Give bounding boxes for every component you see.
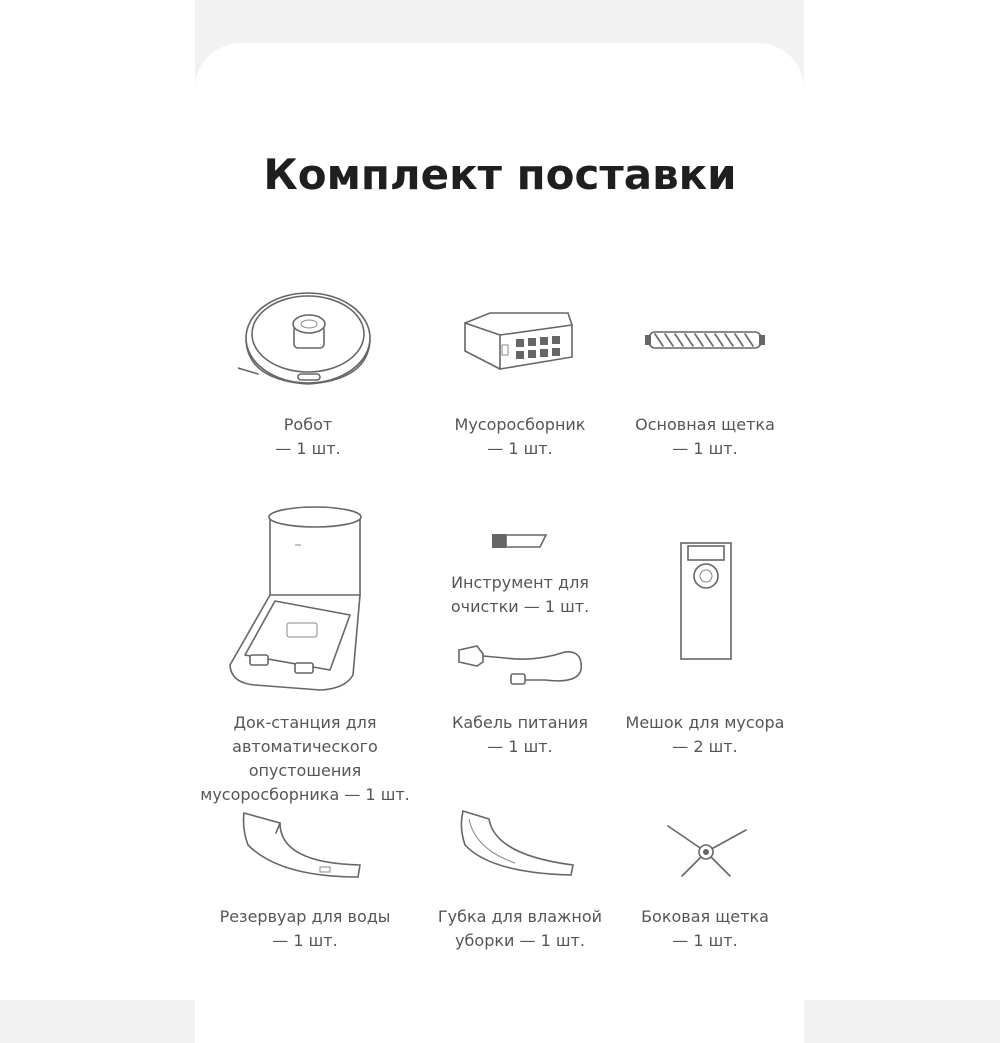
dust-bag-illustration xyxy=(678,540,734,662)
water-tank-name: Резервуар для воды xyxy=(219,907,391,926)
main-brush-caption xyxy=(605,413,805,461)
main-brush-qty: — 1 шт. xyxy=(672,439,738,458)
dock-station-caption xyxy=(190,711,420,807)
side-brush-caption xyxy=(605,905,805,953)
dust-bag-qty: — 2 шт. xyxy=(672,737,738,756)
dock-station-illustration xyxy=(225,505,370,695)
robot-name: Робот xyxy=(283,415,333,434)
main-brush-name: Основная щетка xyxy=(635,415,775,434)
cleaning-tool-name: Инструмент для xyxy=(451,573,589,592)
water-tank-caption xyxy=(195,905,415,953)
dustbin-qty: — 1 шт. xyxy=(487,439,553,458)
side-brush-illustration xyxy=(660,820,752,882)
robot-illustration xyxy=(238,288,378,393)
dust-bag-name: Мешок для мусора xyxy=(625,713,785,732)
power-cable-caption xyxy=(420,711,620,759)
cleaning-tool-illustration xyxy=(490,530,550,552)
mop-pad-caption xyxy=(420,905,620,953)
mop-pad-qty: уборки — 1 шт. xyxy=(455,931,585,950)
robot-qty: — 1 шт. xyxy=(275,439,341,458)
power-cable-illustration xyxy=(455,640,585,690)
dustbin-name: Мусоросборник xyxy=(454,415,586,434)
side-brush-name: Боковая щетка xyxy=(641,907,769,926)
side-brush-qty: — 1 шт. xyxy=(672,931,738,950)
dock-station-line-3: опустошения xyxy=(248,761,362,780)
dock-station-line-4: мусоросборника — 1 шт. xyxy=(200,785,410,804)
dustbin-illustration xyxy=(460,305,575,375)
main-brush-illustration xyxy=(645,322,765,358)
dock-station-line-2: автоматического xyxy=(232,737,378,756)
mop-pad-illustration xyxy=(455,805,580,880)
cleaning-tool-qty: очистки — 1 шт. xyxy=(450,597,590,616)
page-title: Комплект поставки xyxy=(263,150,737,199)
dustbin-caption xyxy=(420,413,620,461)
cleaning-tool-caption xyxy=(420,571,620,619)
power-cable-qty: — 1 шт. xyxy=(487,737,553,756)
water-tank-qty: — 1 шт. xyxy=(272,931,338,950)
robot-caption xyxy=(208,413,408,461)
mop-pad-name: Губка для влажной xyxy=(437,907,603,926)
dust-bag-caption xyxy=(605,711,805,759)
dock-station-line-1: Док-станция для xyxy=(233,713,377,732)
water-tank-illustration xyxy=(240,805,365,885)
power-cable-name: Кабель питания xyxy=(451,713,589,732)
